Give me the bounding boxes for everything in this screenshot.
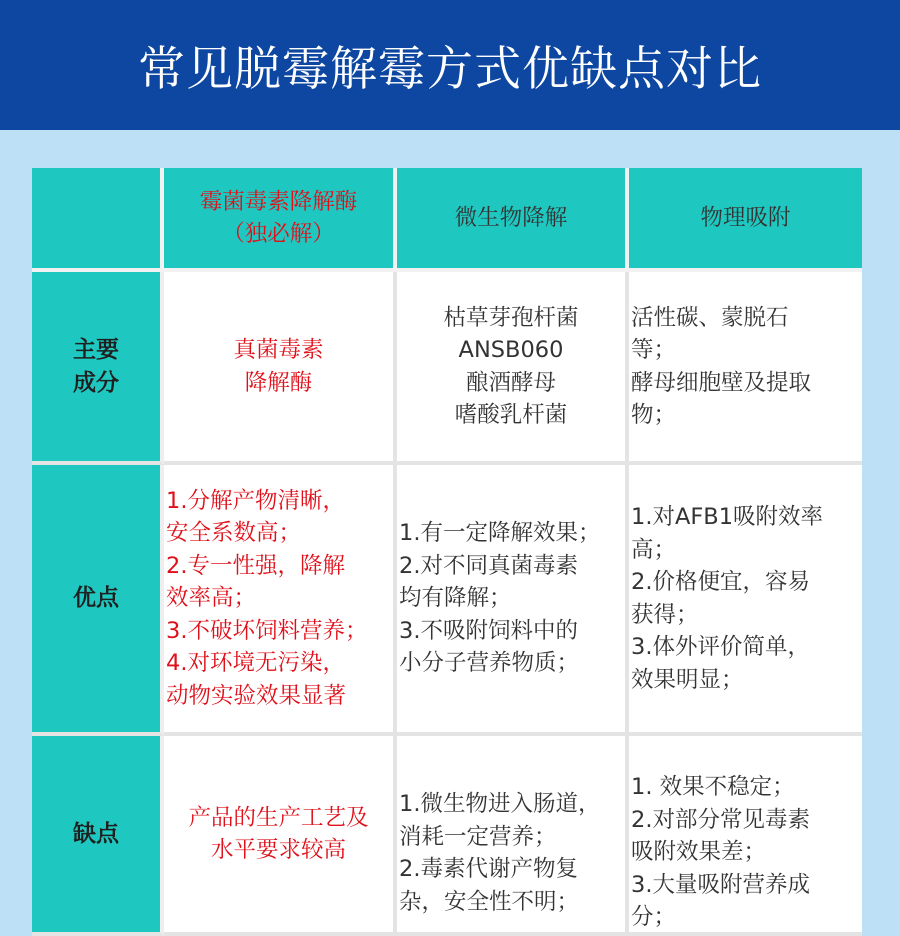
cell-text-line: 真菌毒素 — [233, 337, 324, 363]
header-physical: 物理吸附 — [629, 168, 862, 272]
cell-text-line: 3.不吸附饲料中的 — [399, 617, 578, 644]
cell-text-line: 嗜酸乳杆菌 — [454, 402, 568, 428]
cell-text-line: 1.有一定降解效果； — [399, 520, 601, 547]
cell-text-line: 2.价格便宜，容易 — [631, 569, 810, 595]
row-label-line: 成分 — [73, 369, 119, 396]
cell-physical-advantages — [629, 465, 862, 736]
cell-text-line: 枯草芽孢杆菌 — [443, 304, 579, 331]
header-enzyme-line2: （独必解） — [222, 221, 335, 247]
cell-text-line: ANSB060 — [458, 337, 564, 363]
table-row-disadvantages — [32, 736, 862, 936]
cell-text-line: 2.毒素代谢产物复 — [399, 856, 578, 882]
cell-text-line: 物； — [631, 402, 677, 428]
cell-text-line: 3.不破坏饲料营养； — [166, 617, 368, 644]
cell-text-line: 1.微生物进入肠道， — [399, 791, 601, 817]
table-header-row — [32, 168, 862, 272]
cell-text-line: 水平要求较高 — [210, 837, 346, 863]
row-label-disadvantages: 缺点 — [32, 736, 164, 936]
cell-text-line: 酵母细胞壁及提取 — [631, 369, 812, 396]
cell-text-line: 均有降解； — [399, 585, 512, 612]
cell-text-line: 酿酒酵母 — [465, 369, 556, 396]
cell-text-line: 吸附效果差； — [631, 839, 767, 865]
cell-text-line: 降解酶 — [244, 369, 313, 396]
page-title: 常见脱霉解霉方式优缺点对比 — [138, 41, 762, 97]
cell-text-line: 等； — [631, 337, 677, 363]
table-row-ingredients — [32, 272, 862, 465]
cell-text-line: 小分子营养物质； — [399, 650, 580, 677]
cell-text-line: 1. 效果不稳定； — [631, 774, 795, 800]
header-enzyme — [164, 168, 397, 272]
cell-enzyme-disadvantages — [164, 736, 397, 936]
cell-microbial-advantages — [397, 465, 629, 736]
row-label-ingredients — [32, 272, 164, 465]
cell-text-line: 安全系数高； — [166, 520, 302, 547]
cell-text-line: 活性碳、蒙脱石 — [631, 304, 789, 331]
cell-enzyme-advantages — [164, 465, 397, 736]
cell-text-line: 1.对AFB1吸附效率 — [631, 504, 824, 530]
cell-text-line: 1.分解产物清晰， — [166, 487, 345, 514]
cell-text-line: 4.对环境无污染， — [166, 650, 345, 677]
cell-enzyme-ingredients — [164, 272, 397, 465]
comparison-table — [32, 168, 862, 936]
cell-text-line: 2.对部分常见毒素 — [631, 806, 810, 833]
cell-physical-disadvantages — [629, 736, 862, 936]
cell-text-line: 3.体外评价简单， — [631, 634, 810, 660]
cell-microbial-ingredients — [397, 272, 629, 465]
cell-text-line: 2.对不同真菌毒素 — [399, 552, 578, 579]
cell-text-line: 3.大量吸附营养成 — [631, 871, 810, 898]
cell-physical-ingredients — [629, 272, 862, 465]
cell-text-line: 高； — [631, 536, 677, 563]
cell-text-line: 消耗一定营养； — [399, 823, 557, 850]
cell-text-line: 效率高； — [166, 585, 257, 612]
cell-text-line: 获得； — [631, 601, 699, 628]
table-row-advantages — [32, 465, 862, 736]
cell-microbial-disadvantages — [397, 736, 629, 936]
cell-text-line: 动物实验效果显著 — [166, 682, 347, 709]
header-microbial: 微生物降解 — [397, 168, 629, 272]
cell-text-line: 杂，安全性不明； — [399, 888, 580, 915]
row-label-advantages: 优点 — [32, 465, 164, 736]
cell-text-line: 效果明显； — [631, 666, 744, 693]
cell-text-line: 2.专一性强，降解 — [166, 552, 345, 579]
row-label-line: 主要 — [73, 337, 119, 363]
title-banner — [0, 0, 900, 130]
cell-text-line: 分； — [631, 904, 677, 930]
header-corner-cell — [32, 168, 164, 272]
header-enzyme-line1: 霉菌毒素降解酶 — [199, 188, 358, 215]
cell-text-line: 产品的生产工艺及 — [188, 804, 369, 831]
